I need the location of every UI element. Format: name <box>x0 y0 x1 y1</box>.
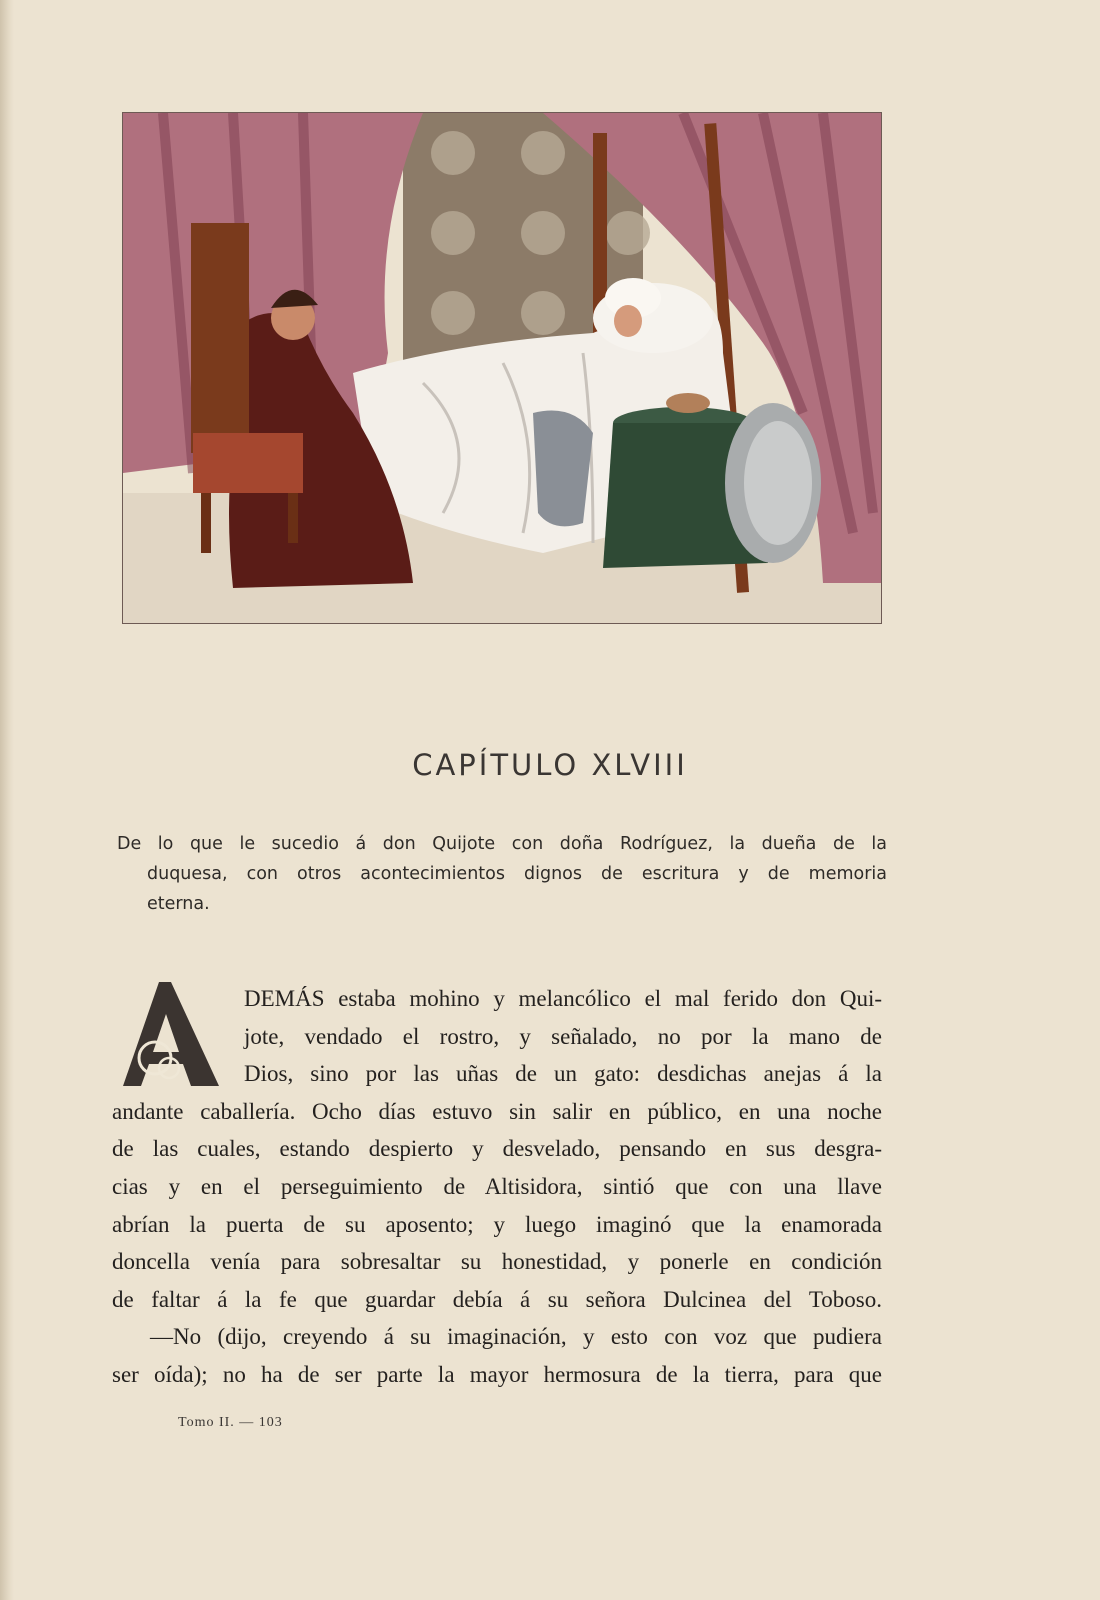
body-line: doncella venía para sobresaltar su honestidad, y ponerle en condición <box>112 1249 882 1275</box>
bowl <box>666 393 710 413</box>
body-line <box>112 980 882 1018</box>
chapter-illustration <box>122 112 882 624</box>
summary-line: duquesa, con otros acontecimientos dignos de escritura y de memoria <box>147 864 887 884</box>
chapter-title: CAPÍTULO XLVIII <box>412 748 688 782</box>
body-line: de las cuales, estando despierto y desvelado, pensando en sus desgra- <box>112 1136 882 1162</box>
chair-leg <box>201 493 211 553</box>
dropcap-word-rest: DEMÁS <box>244 986 325 1011</box>
face <box>614 305 642 337</box>
chair-leg <box>288 493 298 543</box>
chair-back <box>191 223 249 453</box>
chapter-body <box>112 980 882 1394</box>
body-line: andante caballería. Ocho días estuvo sin salir en público, en una noche <box>112 1098 882 1124</box>
body-line: ser oída); no ha de ser parte la mayor hermosura de la tierra, para que <box>112 1361 882 1387</box>
page-folio: Tomo II. — 103 <box>178 1415 283 1430</box>
body-line: cias y en el perseguimiento de Altisidora, sintió que con una llave <box>112 1173 882 1199</box>
illustration-icon <box>123 113 882 624</box>
body-line-text: estaba mohino y melancólico el mal ferido don Qui- <box>324 986 882 1011</box>
body-line: —No (dijo, creyendo á su imaginación, y esto con voz que pudiera <box>150 1324 882 1350</box>
breastplate <box>533 411 593 527</box>
summary-line: eterna. <box>147 894 210 914</box>
chapter-summary <box>117 829 887 919</box>
body-line: de faltar á la fe que guardar debía á su señora Dulcinea del Toboso. <box>112 1286 882 1312</box>
body-line: jote, vendado el rostro, y señalado, no por la mano de <box>244 1023 882 1049</box>
page-gutter <box>0 0 14 1600</box>
summary-line: De lo que le sucedio á don Quijote con doña Rodríguez, la dueña de la <box>117 834 887 854</box>
shield-inner <box>744 421 812 545</box>
body-line: Dios, sino por las uñas de un gato: desdichas anejas á la <box>244 1061 882 1087</box>
body-line: abrían la puerta de su aposento; y luego imaginó que la enamorada <box>112 1211 882 1237</box>
chair-seat <box>193 433 303 493</box>
